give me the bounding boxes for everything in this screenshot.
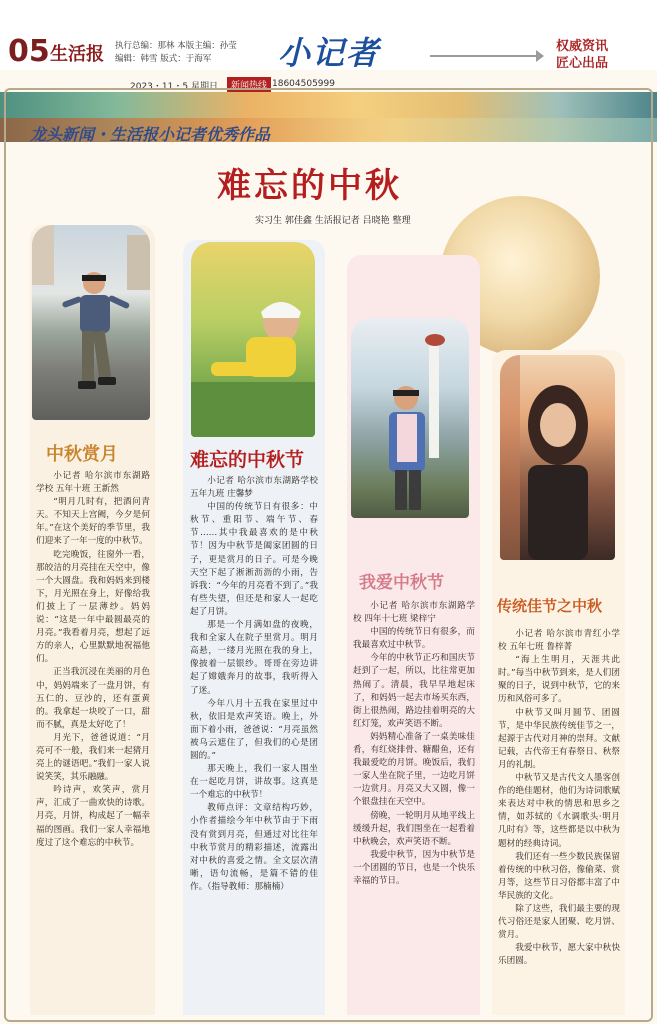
article-body	[353, 600, 475, 1010]
slogan-line: 权威资讯	[556, 39, 609, 54]
article-paragraph: 吃完晚饭，往窗外一看，那皎洁的月亮挂在天空中，像一个大圆盘。我和妈妈来到楼下，月光照在身上，好像给我们披上了一层薄纱。妈妈说：“这是一年中最圆最亮的月亮。”我看着月亮，想起了远方的亲人，心里默默地祝福他们。	[36, 549, 150, 665]
credits-line: 编辑：韩雪 版式：于海军	[115, 54, 212, 64]
article-author: 小记者 哈尔滨市青红小学校 五年七班 鲁梓菁	[498, 629, 620, 653]
issue-date: 2023・11・5 星期日	[130, 82, 218, 92]
article-paragraph: 正当我沉浸在美丽的月色中，妈妈端来了一盘月饼，有五仁的、豆沙的，还有蛋黄的。我拿起一块咬了一口，甜而不腻，真是太好吃了！	[36, 667, 150, 730]
article-body	[36, 470, 150, 1010]
article-author: 小记者 哈尔滨市东湖路学校 五年九班 庄馨梦	[190, 476, 318, 500]
author-photo	[351, 318, 469, 518]
article-paragraph: 中秋节又叫月圆节、团圆节，是中华民族传统佳节之一，起源于古代对月神的崇拜。文献记载，古代帝王有春祭日、秋祭月的礼制。	[498, 707, 620, 770]
credits	[115, 40, 237, 66]
hotline-badge: 新闻热线	[227, 77, 271, 92]
author-photo	[191, 242, 315, 437]
page-number: 05	[8, 34, 50, 69]
article-paragraph: 那是一个月满如盘的夜晚，我和全家人在院子里赏月。明月高悬，一缕月光照在我的身上，像披着一层银纱。哥哥在旁边讲起了嫦娥奔月的故事，我听得入了迷。	[190, 620, 318, 696]
article-paragraph: 我爱中秋节，愿大家中秋快乐团圆。	[498, 943, 620, 967]
article-body	[498, 628, 620, 1010]
article-paragraph: 除了这些，我们最主要的现代习俗还是家人团聚、吃月饼、赏月。	[498, 903, 620, 941]
article-body	[190, 475, 318, 1010]
article-paragraph: 吟诗声，欢笑声，赏月声，汇成了一曲欢快的诗歌。月亮，月饼，构成起了一幅幸福的图画。我们一家人幸福地度过了这个难忘的中秋节。	[36, 785, 150, 848]
article-paragraph: 中秋节又是古代文人墨客创作的绝佳题材，他们为诗词歌赋来表达对中秋的情思和思乡之情，如苏轼的《水调歌头·明月几时有》等，这些都是以中秋为题材的经典诗词。	[498, 773, 620, 849]
author-photo	[32, 225, 150, 420]
girl-on-grass-figure	[191, 242, 315, 437]
article-author: 小记者 哈尔滨市东湖路学校 四年十七班 梁梓宁	[353, 601, 475, 625]
article-title: 传统佳节之中秋	[497, 597, 603, 615]
article-paragraph: 今年的中秋节正巧和国庆节赶到了一起，所以，比往常更加热闹了。清晨，我早早地起床了，和妈妈一起去市场买东西，街上很热闹，路边挂着明亮的大红灯笼，欢声笑语不断。	[353, 653, 475, 729]
article-paragraph: 中国的传统节日有很多：中秋节、重阳节、端午节、春节……其中我最喜欢的是中秋节！因为中秋节是阖家团圆的日子，更是赏月的日子。可是今晚天空下起了淅淅沥沥的小雨，告诉我：“今年的月亮看不到了。”我有些失望，但还是和家人一起吃起了月饼。	[190, 502, 318, 617]
paper-name: 生活报	[50, 44, 104, 65]
article-paragraph: 那天晚上，我们一家人围坐在一起吃月饼，讲故事。这真是一个难忘的中秋节！	[190, 764, 318, 801]
slogan	[556, 38, 608, 72]
arrow-right-icon	[536, 50, 544, 62]
author-photo	[500, 355, 615, 560]
article-paragraph: 月光下，爸爸说道：“月亮可不一般，我们来一起猜月亮上的谜语吧。”我们一家人说说笑笑，其乐融融。	[36, 732, 150, 783]
article-paragraph: 妈妈精心准备了一桌美味佳肴，有红烧排骨、糖醋鱼，还有我最爱吃的月饼。晚饭后，我们一家人坐在院子里，一边吃月饼一边赏月。月亮又大又圆，像一个银盘挂在天空中。	[353, 731, 475, 808]
byline: 实习生 郭佳鑫 生活报记者 吕晓艳 整理	[255, 216, 411, 226]
boy-skating-figure	[32, 225, 150, 420]
article-paragraph: “海上生明月，天涯共此时。”每当中秋节到来，是人们团聚的日子，说到中秋节，它的来历和风俗可多了。	[498, 655, 620, 705]
page-title: 难忘的中秋	[217, 166, 402, 206]
article-paragraph: “明月几时有，把酒问青天。不知天上宫阙，今夕是何年。”在这个美好的季节里，我们迎来了一年一度的中秋节。	[36, 497, 150, 547]
boy-standing-figure	[351, 318, 469, 518]
article-paragraph: 今年八月十五我在家里过中秋，依旧是欢声笑语。晚上，外面下着小雨，爸爸说：“月亮虽然被乌云遮住了，但我们的心是团圆的。”	[190, 698, 318, 761]
article-paragraph: 我爱中秋节，因为中秋节是一个团圆的节日，也是一个快乐幸福的节日。	[353, 849, 475, 886]
article-paragraph: 我们还有一些少数民族保留着传统的中秋习俗，像偷菜、赏月等，这些节日习俗都丰富了中华民族的文化。	[498, 851, 620, 901]
credits-line: 执行总编：那林 本版主编：孙莹	[115, 41, 237, 51]
slogan-line: 匠心出品	[556, 56, 609, 71]
arrow-line	[430, 55, 540, 57]
hotline-number: 18604505999	[272, 79, 335, 89]
girl-portrait-figure	[500, 355, 615, 560]
article-title: 难忘的中秋节	[190, 449, 305, 471]
article-paragraph: 中国的传统节日有很多，而我最喜欢过中秋节。	[353, 627, 475, 651]
section-title: 小记者	[278, 34, 381, 72]
article-author: 小记者 哈尔滨市东湖路学校 五年十班 王新然	[36, 471, 150, 495]
article-paragraph: 傍晚，一轮明月从地平线上缓缓升起，我们围坐在一起看着中秋晚会，欢声笑语不断。	[353, 810, 475, 847]
article-title: 我爱中秋节	[359, 573, 444, 593]
article-title: 中秋赏月	[46, 444, 118, 465]
page-subtitle: 龙头新闻・生活报小记者优秀作品	[30, 125, 271, 144]
teacher-comment: 教师点评：文章结构巧妙，小作者描绘今年中秋节由于下雨没有赏到月亮，但通过对比往年中秋节赏月的精彩描述，流露出对中秋的喜爱之情。全文层次清晰，语句流畅，是篇不错的佳作。（指导教师：那楠楠）	[190, 803, 318, 892]
